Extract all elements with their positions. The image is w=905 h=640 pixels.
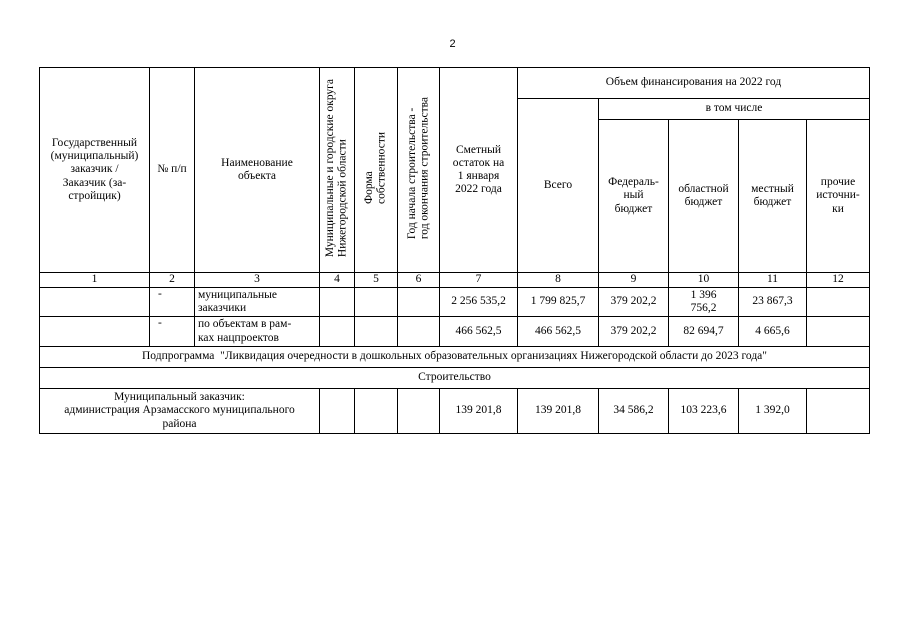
cell-municipality xyxy=(320,317,355,347)
header-local: местный бюджет xyxy=(739,120,807,273)
cell-federal: 379 202,2 xyxy=(599,288,669,317)
header-regional: областной бюджет xyxy=(669,120,739,273)
cell-customer-name: Муниципальный заказчик: администрация Арзамасского муниципального района xyxy=(40,389,320,434)
cell-years xyxy=(398,389,440,434)
cell-balance: 466 562,5 xyxy=(440,317,518,347)
cell-federal: 34 586,2 xyxy=(599,389,669,434)
header-municipality-text: Муниципальные и городские округа Нижегородской области xyxy=(324,78,349,257)
cell-customer xyxy=(40,317,150,347)
cell-ownership xyxy=(355,389,398,434)
column-number-row xyxy=(40,273,870,288)
cell-other xyxy=(807,288,870,317)
header-balance: Сметный остаток на 1 января 2022 года xyxy=(440,68,518,273)
cell-municipality xyxy=(320,389,355,434)
cell-object-name: по объектам в рам- ках нацпроектов xyxy=(195,317,320,347)
cell-local: 23 867,3 xyxy=(739,288,807,317)
financing-table xyxy=(39,67,870,434)
header-funding-title: Объем финансирования на 2022 год xyxy=(518,68,870,99)
cell-regional: 82 694,7 xyxy=(669,317,739,347)
cell-balance: 139 201,8 xyxy=(440,389,518,434)
column-number: 4 xyxy=(320,273,355,288)
cell-regional: 1 396 756,2 xyxy=(669,288,739,317)
cell-years xyxy=(398,317,440,347)
cell-local: 1 392,0 xyxy=(739,389,807,434)
subprogram-row xyxy=(40,347,870,368)
header-ownership xyxy=(355,68,398,273)
table-row xyxy=(40,389,870,434)
section-title: Строительство xyxy=(40,368,870,389)
header-including: в том числе xyxy=(599,99,870,120)
column-number: 1 xyxy=(40,273,150,288)
column-number: 10 xyxy=(669,273,739,288)
column-number: 12 xyxy=(807,273,870,288)
header-other: прочие источни- ки xyxy=(807,120,870,273)
cell-customer xyxy=(40,288,150,317)
column-number: 8 xyxy=(518,273,599,288)
subprogram-title: Подпрограмма "Ликвидация очередности в дошкольных образовательных организациях Нижегородской области до 2023 года" xyxy=(40,347,870,368)
header-federal: Федераль- ный бюджет xyxy=(599,120,669,273)
cell-object-name: муниципальные заказчики xyxy=(195,288,320,317)
cell-local: 4 665,6 xyxy=(739,317,807,347)
cell-num: - xyxy=(150,317,195,347)
header-years-text: Год начала строительства - год окончания строительства xyxy=(405,96,431,239)
table-row xyxy=(40,317,870,347)
cell-total: 1 799 825,7 xyxy=(518,288,599,317)
header-years xyxy=(398,68,440,273)
cell-other xyxy=(807,389,870,434)
cell-ownership xyxy=(355,288,398,317)
column-number: 11 xyxy=(739,273,807,288)
cell-total: 466 562,5 xyxy=(518,317,599,347)
cell-years xyxy=(398,288,440,317)
cell-federal: 379 202,2 xyxy=(599,317,669,347)
header-num: № п/п xyxy=(150,68,195,273)
cell-other xyxy=(807,317,870,347)
column-number: 6 xyxy=(398,273,440,288)
header-municipality xyxy=(320,68,355,273)
header-object-name: Наименование объекта xyxy=(195,68,320,273)
cell-municipality xyxy=(320,288,355,317)
header-ownership-text: Форма собственности xyxy=(363,131,388,204)
column-number: 9 xyxy=(599,273,669,288)
page-number: 2 xyxy=(449,38,456,50)
column-number: 3 xyxy=(195,273,320,288)
header-customer: Государственный (муниципальный) заказчик / Заказчик (за- стройщик) xyxy=(40,68,150,273)
cell-ownership xyxy=(355,317,398,347)
cell-regional: 103 223,6 xyxy=(669,389,739,434)
header-row-1 xyxy=(40,68,870,99)
cell-balance: 2 256 535,2 xyxy=(440,288,518,317)
header-total: Всего xyxy=(518,99,599,273)
column-number: 2 xyxy=(150,273,195,288)
section-row xyxy=(40,368,870,389)
column-number: 7 xyxy=(440,273,518,288)
table-row xyxy=(40,288,870,317)
cell-total: 139 201,8 xyxy=(518,389,599,434)
cell-num: - xyxy=(150,288,195,317)
column-number: 5 xyxy=(355,273,398,288)
